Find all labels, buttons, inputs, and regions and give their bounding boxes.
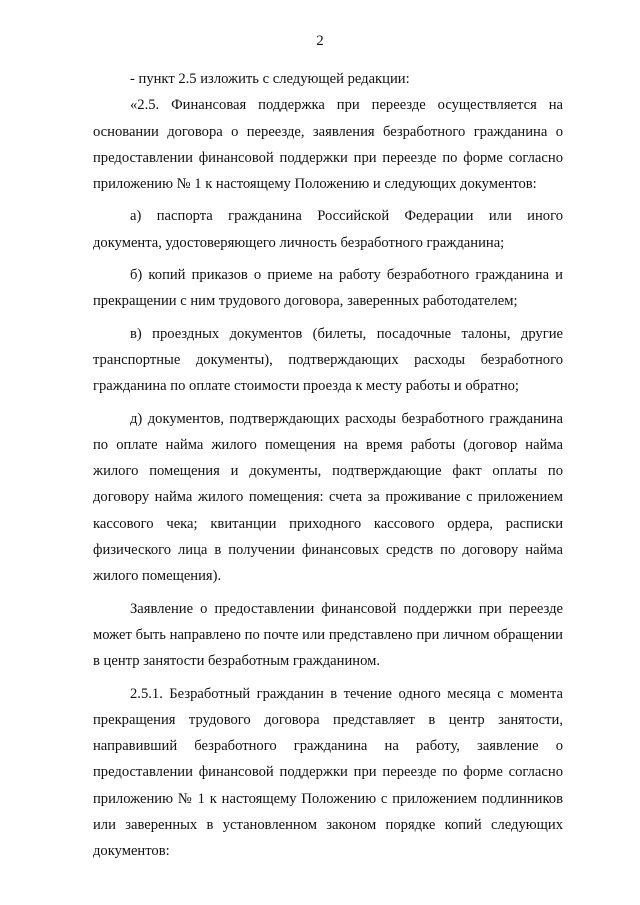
paragraph-item-a: а) паспорта гражданина Российской Федерации или иного документа, удостоверяющего личность безработного гражданина; (93, 208, 563, 251)
paragraph-application: Заявление о предоставлении финансовой поддержки при переезде может быть направлено по почте или представлено при личном обращении в центр занятости безработным гражданином. (93, 600, 563, 670)
paragraph-2-5: «2.5. Финансовая поддержка при переезде осуществляется на основании договора о переезде, заявления безработного гражданина о предоставлении финансовой поддержки при переезде по форме согласно приложению № 1 к настоящему Положению и следующих документов: (93, 97, 563, 193)
paragraph-intro: - пункт 2.5 изложить с следующей редакции: (130, 71, 410, 87)
paragraph-item-b: б) копий приказов о приеме на работу безработного гражданина и прекращении с ним трудового договора, заверенных работодателем; (93, 267, 563, 310)
paragraph-item-v: в) проездных документов (билеты, посадочные талоны, другие транспортные документы), подтверждающих расходы безработного гражданина по оплате стоимости проезда к месту работы и обратно; (93, 325, 563, 395)
document-body (93, 66, 563, 865)
paragraph-item-d: д) документов, подтверждающих расходы безработного гражданина по оплате найма жилого помещения на время работы (договор найма жилого помещения и документы, подтверждающие факт оплаты по договору найма жилого помещения: счета за проживание с приложением кассового чека; квитанции приходного кассового ордера, расписки физического лица в получении финансовых средств по договору найма жилого помещения). (93, 410, 563, 585)
page-number: 2 (316, 33, 324, 49)
paragraph-2-5-1: 2.5.1. Безработный гражданин в течение одного месяца с момента прекращения трудового договора представляет в центр занятости, направивший безработного гражданина на работу, заявление о предоставлении финансовой поддержки при переезде по форме согласно приложению № 1 к настоящему Положению с приложением подлинников или заверенных в установленном законом порядке копий следующих документов: (93, 685, 563, 860)
